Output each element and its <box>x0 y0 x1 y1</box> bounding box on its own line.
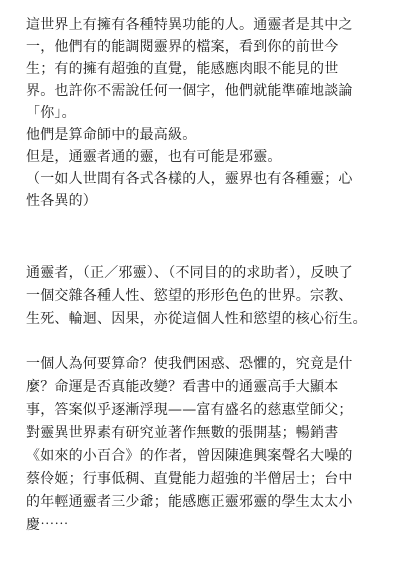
text-line: 一，他們有的能調閱靈界的檔案，看到你的前世今 <box>26 39 339 55</box>
paragraph-spacer <box>26 331 399 353</box>
text-line: 事，答案似乎逐漸浮現——富有盛名的慈惠堂師父； <box>26 402 353 418</box>
paragraph-world <box>26 262 399 331</box>
text-line: 《如來的小百合》的作者，曾因陳進興案聲名大噪的 <box>26 448 353 464</box>
text-line: 他們是算命師中的最高級。 <box>26 127 197 143</box>
text-line: 麼？命運是否真能改變？看書中的通靈高手大顯本 <box>26 379 339 395</box>
paragraph-question <box>26 353 399 537</box>
text-line: 界。也許你不需說任何一個字，他們就能準確地談論 <box>26 83 353 99</box>
text-line: 通靈者，（正／邪靈）、（不同目的的求助者），反映了 <box>26 265 353 281</box>
text-line: 但是，通靈者通的靈，也有可能是邪靈。 <box>26 149 282 165</box>
text-line: 一個交雜各種人性、慾望的形形色色的世界。宗教、 <box>26 288 353 304</box>
text-line: 慶⋯⋯ <box>26 517 69 533</box>
text-line: 「你」。 <box>26 105 76 121</box>
text-line: 的年輕通靈者三少爺；能感應正靈邪靈的學生太太小 <box>26 494 353 510</box>
text-line: 一個人為何要算命？使我們困惑、恐懼的，究竟是什 <box>26 356 353 372</box>
text-line: 蔡伶姬；行事低稠、直覺能力超強的半僧居士；台中 <box>26 471 353 487</box>
paragraph-spacer <box>26 212 399 262</box>
text-line: 這世界上有擁有各種特異功能的人。通靈者是其中之 <box>26 17 353 33</box>
text-line: 生；有的擁有超強的直覺，能感應肉眼不能見的世 <box>26 61 339 77</box>
paragraph-intro <box>26 14 399 212</box>
text-line: 對靈異世界素有研究並著作無數的張開基；暢銷書 <box>26 425 339 441</box>
text-line: （一如人世間有各式各樣的人，靈界也有各種靈；心 <box>26 171 353 187</box>
text-line: 生死、輪迴、因果，亦從這個人性和慾望的核心衍生。 <box>26 311 367 327</box>
text-line: 性各異的） <box>26 193 97 209</box>
